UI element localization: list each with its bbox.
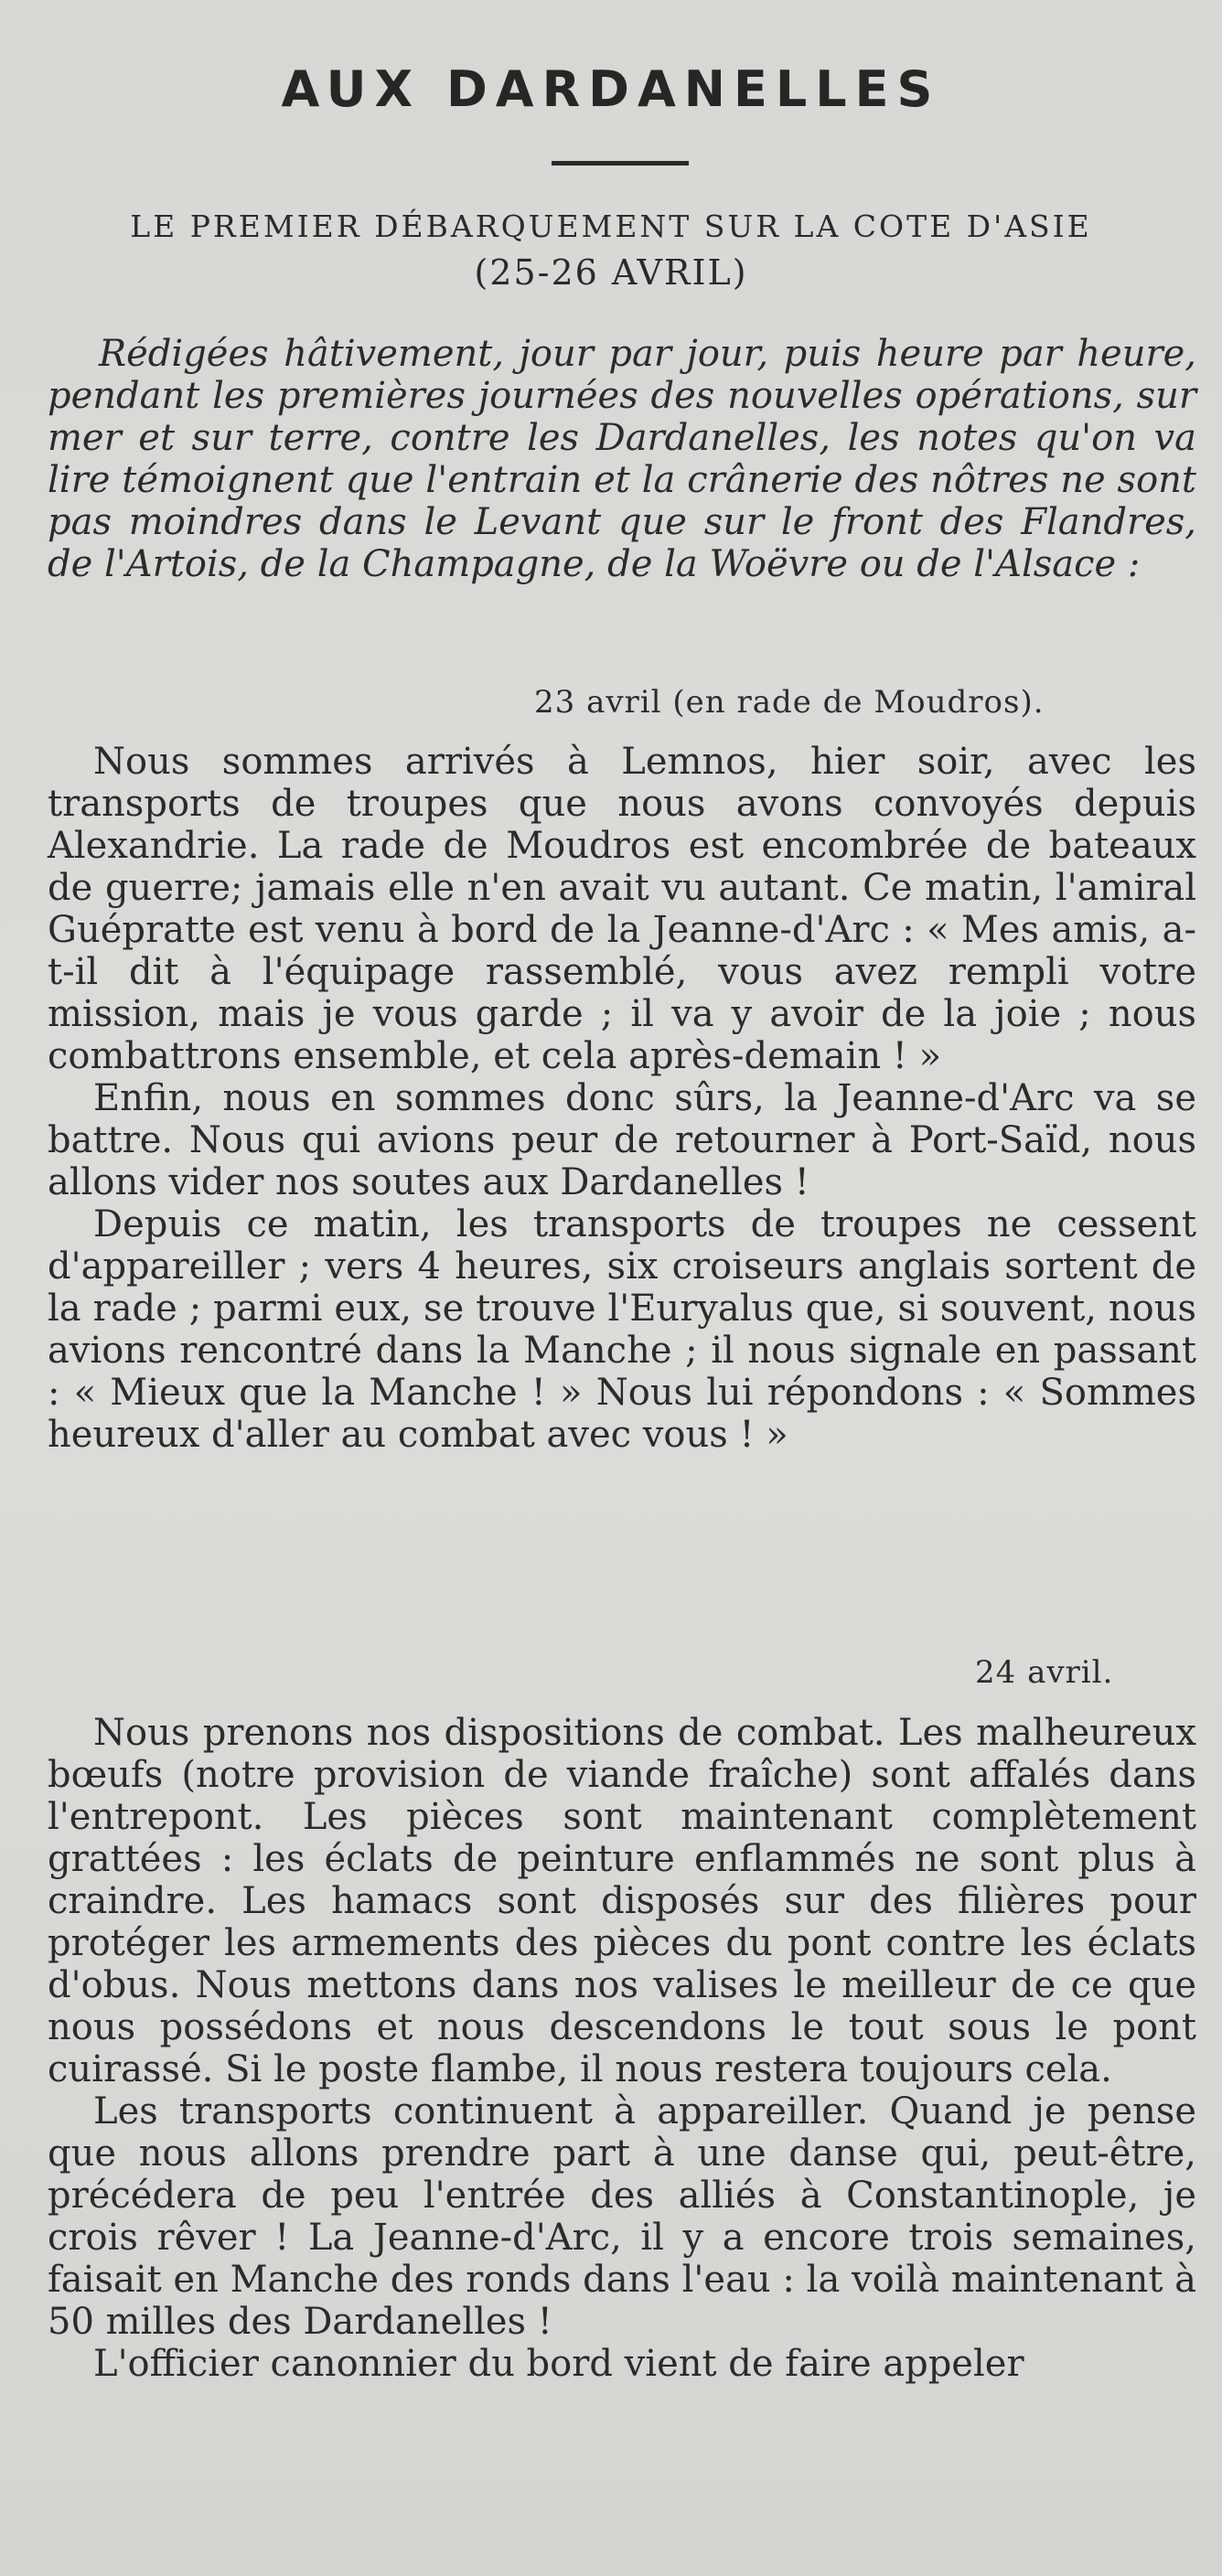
paragraph: Nous sommes arrivés à Lemnos, hier soir, avec les transports de troupes que nous avons convoyés depuis Alexandrie. La rade de Moudros est encombrée de bateaux de guerre; jamais elle n'en avait vu autant. Ce matin, l'amiral Guépratte est venu à bord de la Jeanne-d'Arc : « Mes amis, a-t-il dit à l'équipage rassemblé, vous avez rempli votre mission, mais je vous garde ; il va y avoir de la joie ; nous combattrons ensemble, et cela après-demain ! » <box>48 741 1196 1077</box>
title-rule <box>552 161 689 166</box>
dateline-24-avril: 24 avril. <box>975 1654 1114 1691</box>
paragraph: L'officier canonnier du bord vient de faire appeler <box>93 2343 1024 2385</box>
paragraph: Nous prenons nos dispositions de combat. Les malheureux bœufs (notre provision de viande fraîche) sont affalés dans l'entrepont. Les pièces sont maintenant complètement grattées : les éclats de peinture enflammés ne sont plus à craindre. Les hamacs sont disposés sur des filières pour protéger les armements des pièces du pont contre les éclats d'obus. Nous mettons dans nos valises le meilleur de ce que nous possédons et nous descendons le tout sous le pont cuirassé. Si le poste flambe, il nous restera toujours cela. <box>48 1712 1196 2090</box>
paragraph: Enfin, nous en sommes donc sûrs, la Jeanne-d'Arc va se battre. Nous qui avions peur de retourner à Port-Saïd, nous allons vider nos soutes aux Dardanelles ! <box>48 1077 1196 1203</box>
intro-paragraph: Rédigées hâtivement, jour par jour, puis heure par heure, pendant les premières journées des nouvelles opérations, sur mer et sur terre, contre les Dardanelles, les notes qu'on va lire témoignent que l'entrain et la crânerie des nôtres ne sont pas moindres dans le Levant que sur le front des Flandres, de l'Artois, de la Champagne, de la Woëvre ou de l'Alsace : <box>48 333 1196 585</box>
entry-23-avril <box>48 741 1196 1456</box>
article-subtitle: LE PREMIER DÉBARQUEMENT SUR LA COTE D'ASIE <box>130 208 1092 244</box>
article-dates: (25-26 AVRIL) <box>474 252 748 293</box>
intro-block <box>48 333 1196 585</box>
article-title: AUX DARDANELLES <box>281 60 941 118</box>
dateline-23-avril: 23 avril (en rade de Moudros). <box>534 684 1045 721</box>
paragraph: Les transports continuent à appareiller. Quand je pense que nous allons prendre part à une danse qui, peut-être, précédera de peu l'entrée des alliés à Constantinople, je crois rêver ! La Jeanne-d'Arc, il y a encore trois semaines, faisait en Manche des ronds dans l'eau : la voilà maintenant à 50 milles des Dardanelles ! <box>48 2090 1196 2343</box>
paragraph: Depuis ce matin, les transports de troupes ne cessent d'appareiller ; vers 4 heures, six croiseurs anglais sortent de la rade ; parmi eux, se trouve l'Euryalus que, si souvent, nous avions rencontré dans la Manche ; il nous signale en passant : « Mieux que la Manche ! » Nous lui répondons : « Sommes heureux d'aller au combat avec vous ! » <box>48 1203 1196 1456</box>
entry-24-avril <box>48 1712 1196 2385</box>
